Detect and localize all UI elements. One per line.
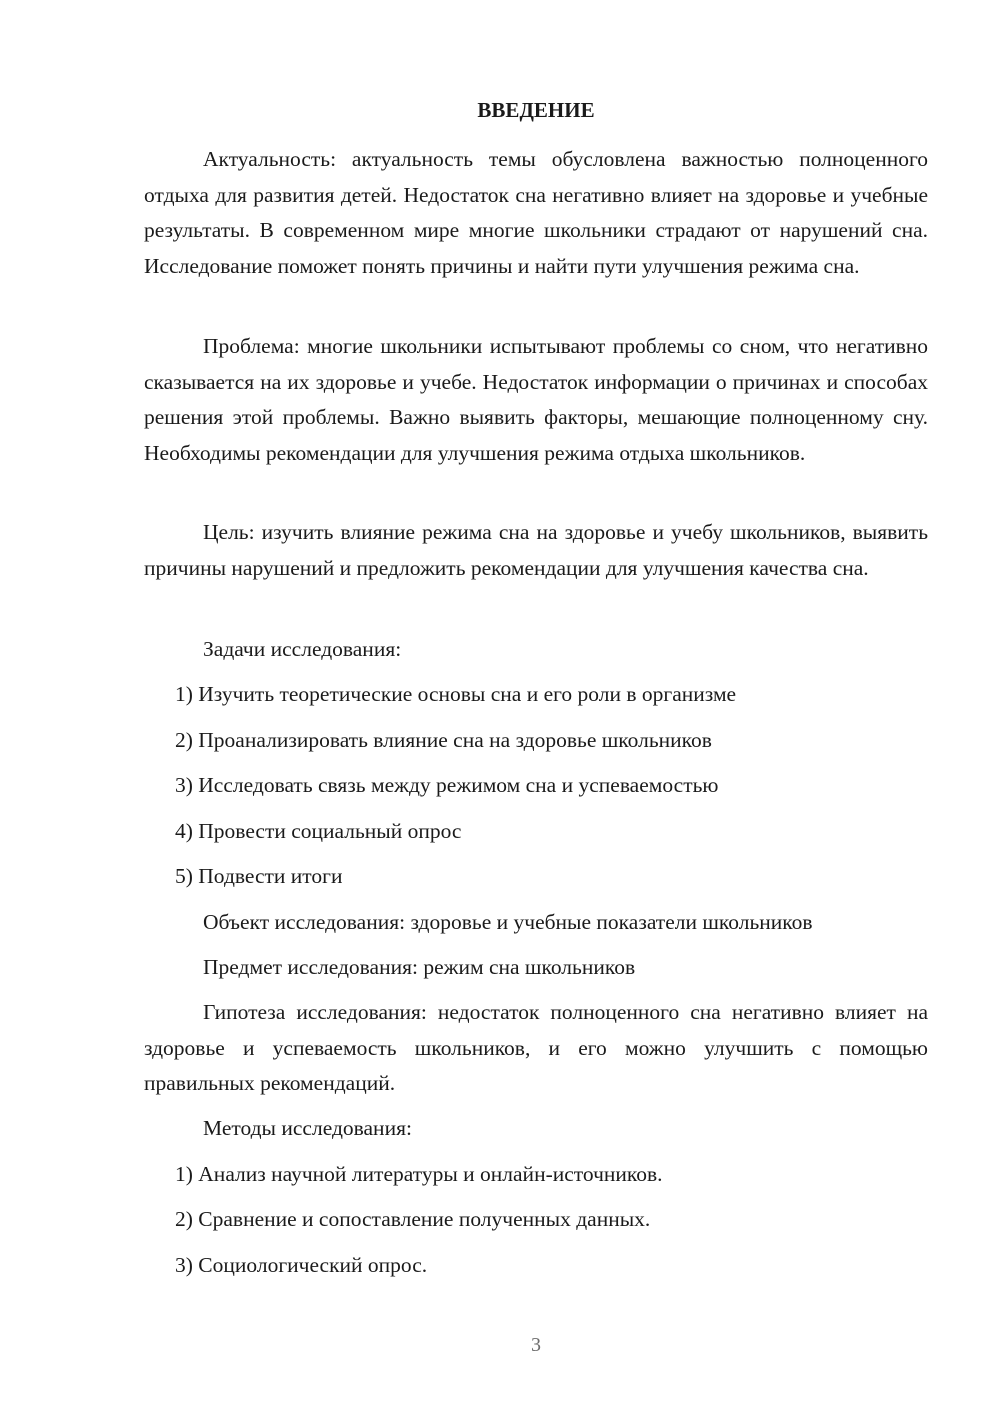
- task-item: 1) Изучить теоретические основы сна и его роли в организме: [175, 682, 737, 706]
- page-number: 3: [531, 1334, 541, 1356]
- method-item: 3) Социологический опрос.: [175, 1253, 428, 1277]
- task-item: 2) Проанализировать влияние сна на здоровье школьников: [175, 728, 712, 752]
- page-title: ВВЕДЕНИЕ: [477, 98, 595, 122]
- hypothesis-paragraph: Гипотеза исследования: недостаток полноценного сна негативно влияет на здоровье и успеваемость школьников, и его можно улучшить с помощью правильных рекомендаций.: [144, 1000, 928, 1095]
- subject-line: Предмет исследования: режим сна школьников: [203, 955, 636, 979]
- task-item: 5) Подвести итоги: [175, 864, 343, 888]
- task-item: 3) Исследовать связь между режимом сна и успеваемостью: [175, 773, 719, 797]
- problem-paragraph: Проблема: многие школьники испытывают проблемы со сном, что негативно сказывается на их здоровье и учебе. Недостаток информации о причинах и способах решения этой проблемы. Важно выявить факторы, мешающие полноценному сну. Необходимы рекомендации для улучшения режима отдыха школьников.: [144, 334, 928, 465]
- tasks-heading: Задачи исследования:: [203, 637, 402, 661]
- method-item: 2) Сравнение и сопоставление полученных данных.: [175, 1207, 651, 1231]
- method-item: 1) Анализ научной литературы и онлайн-источников.: [175, 1162, 663, 1186]
- object-line: Объект исследования: здоровье и учебные показатели школьников: [203, 910, 813, 934]
- task-item: 4) Провести социальный опрос: [175, 819, 462, 843]
- goal-paragraph: Цель: изучить влияние режима сна на здоровье и учебу школьников, выявить причины нарушений и предложить рекомендации для улучшения качества сна.: [144, 520, 928, 580]
- relevance-paragraph: Актуальность: актуальность темы обусловлена важностью полноценного отдыха для развития детей. Недостаток сна негативно влияет на здоровье и учебные результаты. В современном мире многие школьники страдают от нарушений сна. Исследование поможет понять причины и найти пути улучшения режима сна.: [144, 147, 928, 278]
- methods-heading: Методы исследования:: [203, 1116, 412, 1140]
